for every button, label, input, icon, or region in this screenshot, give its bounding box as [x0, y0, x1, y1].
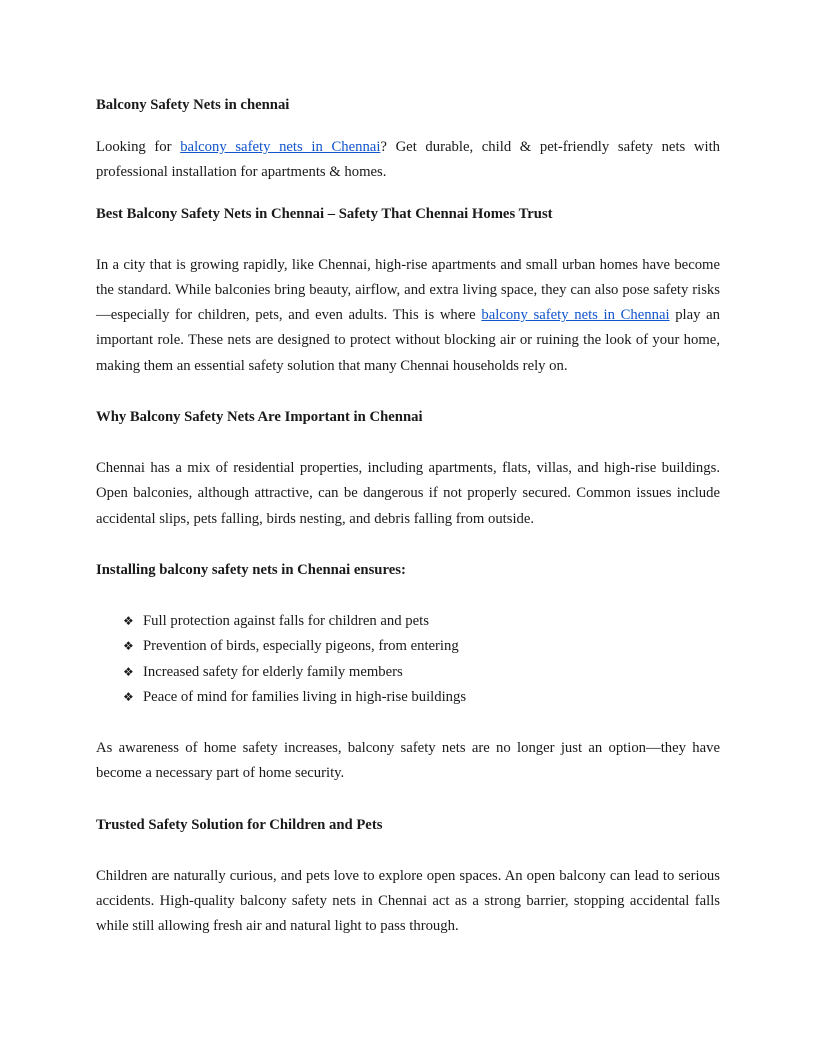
section-why-paragraph: Chennai has a mix of residential properties, including apartments, flats, villas, and high-rise buildings. Open balconies, although attractive, can be dangerous if not properly secured. Common issues include accidental slips, pets falling, birds nesting, and debris falling from outside. [96, 460, 720, 527]
list-item-text: Full protection against falls for children and pets [143, 612, 429, 629]
list-item [123, 634, 720, 659]
section-heading-trusted: Trusted Safety Solution for Children and Pets [96, 816, 383, 833]
section-best-text-before: In a city that is growing rapidly, like Chennai, high-rise apartments and small urban homes have become the standard. While balconies bring beauty, airflow, and extra living space, they can also pose safety risks—especially for children, pets, and even adults. This is where [96, 256, 720, 324]
diamond-bullet-icon: ❖ [123, 639, 134, 654]
list-item-text: Prevention of birds, especially pigeons, from entering [143, 638, 459, 655]
section-heading-best: Best Balcony Safety Nets in Chennai – Safety That Chennai Homes Trust [96, 205, 553, 222]
diamond-bullet-icon: ❖ [123, 613, 134, 628]
document-page [96, 93, 720, 940]
intro-text-after: ? Get durable, child & pet-friendly safety nets with professional installation for apartments & homes. [96, 139, 721, 181]
section-best-text-after: play an important role. These nets are designed to protect without blocking air or ruining the look of your home, making them an essential safety solution that many Chennai households rely on. [96, 307, 720, 374]
list-item [123, 685, 720, 710]
section-installing-closing: As awareness of home safety increases, balcony safety nets are no longer just an option—they have become a necessary part of home security. [96, 740, 720, 782]
document-title: Balcony Safety Nets in chennai [96, 97, 290, 113]
section-heading-why: Why Balcony Safety Nets Are Important in Chennai [96, 409, 423, 426]
section-best-paragraph [96, 253, 720, 379]
section-best-link-balcony-safety-nets[interactable]: balcony safety nets in Chennai [481, 307, 670, 324]
intro-paragraph [96, 135, 720, 186]
list-item [123, 609, 720, 634]
section-heading-installing: Installing balcony safety nets in Chennai ensures: [96, 561, 406, 578]
list-item-text: Peace of mind for families living in high-rise buildings [143, 688, 467, 705]
diamond-bullet-icon: ❖ [123, 664, 134, 679]
section-trusted-paragraph: Children are naturally curious, and pets love to explore open spaces. An open balcony can lead to serious accidents. High-quality balcony safety nets in Chennai act as a strong barrier, stopping accidental falls while still allowing fresh air and natural light to pass through. [96, 867, 720, 935]
list-item-text: Increased safety for elderly family members [143, 663, 403, 680]
intro-link-balcony-safety-nets[interactable]: balcony safety nets in Chennai [180, 139, 381, 155]
benefits-bullet-list [96, 609, 720, 710]
diamond-bullet-icon: ❖ [123, 689, 134, 704]
list-item [123, 660, 720, 685]
intro-text-before: Looking for [96, 139, 181, 155]
